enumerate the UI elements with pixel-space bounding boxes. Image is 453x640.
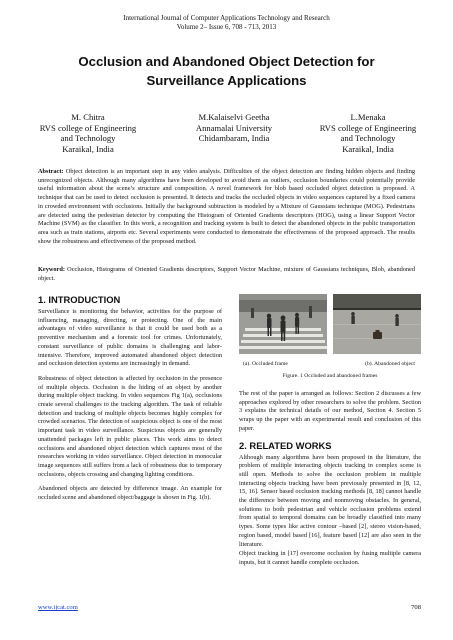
keywords — [38, 266, 415, 283]
figure-1 — [239, 294, 421, 356]
author-affiliation: Annamalai University — [195, 122, 273, 133]
author-affiliation: and Technology — [60, 133, 116, 143]
intro-paragraph-3: Abandoned objects are detected by difference image. An example for occluded scene and abandoned object/baggage is shown in Fig. 1(b). — [38, 485, 222, 502]
page-number: 708 — [411, 604, 421, 611]
figure-caption: Figure. 1 Occluded and abandoned frames — [282, 373, 378, 379]
author-name: L.Menaka — [350, 112, 386, 122]
journal-name: International Journal of Computer Applications Technology and Research — [123, 14, 330, 22]
title-line-1: Occlusion and Abandoned Object Detection for — [78, 54, 375, 69]
section-heading-introduction: 1. INTRODUCTION — [38, 294, 121, 305]
caption-a: (a). Occluded frame — [243, 361, 288, 367]
right-column — [239, 294, 421, 574]
title-line-2: Surveillance Applications — [146, 73, 307, 88]
abstract-text: Object detection is an important step in any video analysis. Difficulties of the object detection are finding hidden objects and finding unrecognized objects. Although many algorithms have been developed to avoid them as outliers, occlusion boundaries could potentially provide useful information about the scene’s structure and composition. A novel framework for blob based occluded object detection is proposed. A technique that can be used to detect occlusion is presented. It detects and tracks the occluded objects in video sequences captured by a fixed camera in crowded environment with occlusions. Initially the background subtraction is modeled by a Mixture of Gaussians technique (MOG). Pedestrians are detected using the pedestrian detector by computing the Histogram of Oriented Gradients descriptors (HOG), using a linear Support Vector Machine (SVM) as the classifier. In this work, a recognition and tracking system is built to detect the abandoned objects in the public transportation area such as train stations, airports etc. Several experiments were conducted to demonstrate the effectiveness of the proposed approach. The results show the robustness and effectiveness of the proposed method. — [38, 168, 415, 245]
journal-url-link[interactable]: www.ijcat.com — [38, 604, 78, 611]
abstract-label: Abstract: — [38, 168, 64, 175]
author-block — [28, 112, 428, 154]
occluded-frame-image — [239, 294, 327, 354]
outline-paragraph: The rest of the paper is arranged as follows: Section 2 discusses a few approaches explored by other researchers to solve the problem. Section 3 explains the technical details of our method, Section 4. Section 5 wraps up the paper with an experimental result and conclusion of this paper. — [239, 390, 421, 432]
author-2 — [174, 112, 294, 154]
author-3 — [308, 112, 428, 154]
journal-header — [0, 14, 453, 32]
author-affiliation: and Technology — [340, 133, 396, 143]
abstract — [38, 168, 415, 246]
journal-volume: Volume 2– Issue 6, 708 - 713, 2013 — [176, 23, 277, 31]
author-affiliation: RVS college of Engineering — [319, 122, 417, 133]
author-affiliation: RVS college of Engineering — [39, 122, 137, 133]
page-footer — [38, 604, 421, 611]
author-location: Karaikal, India — [62, 143, 114, 154]
author-1 — [28, 112, 148, 154]
paper-title — [30, 52, 423, 90]
abandoned-object-image — [333, 294, 421, 354]
related-paragraph-2: Object tracking in [17] overcome occlusion by fusing multiple camera inputs, but it cannot handle complete occlusion. — [239, 550, 421, 566]
related-paragraph-1: Although many algorithms have been proposed in the literature, the problem of multiple interacting objects tracking in complex scene is still open. Methods to solve the occlusion problem in multiple interacting objects tracking have been previously presented in [8, 12, 15, 16]. Sensor based occlusion tracking methods [8, 18] cannot handle the difference between moving and nonmoving obstacles. In general, solutions to both pedestrian and vehicle occlusion problems extend from spatial to temporal domains can be broadly classified into many types. Some types like active contour –based [2], stereo vision-based, region based, model based [16], feature based [12] are also seen in the literature. — [239, 453, 421, 548]
keywords-label: Keyword: — [38, 266, 65, 273]
subfigure-captions — [239, 360, 421, 368]
intro-paragraph-2: Robustness of object detection is affected by occlusion in the presence of multiple objects. Occlusion is the hiding of an object by another during multiple object tracking. In video sequences Fig 1(a), occlusions create several challenges to the tracking algorithm. The task of reliable detection and tracking of multiple objects becomes highly complex for crowded scenarios. The detection of suspicious object is one of the most important task in video surveillance. Suspicious objects are generally unattended packages left in public places. This work aims to detect occlusions and abandoned object detection which captures most of the researches working in video surveillance. Object detection in monocular image sequences still suffers from a lack of robustness due to temporary occlusions, objects crossing and changing lighting conditions. — [38, 374, 222, 478]
intro-paragraph-1: Surveillance is monitoring the behavior, activities for the purpose of influencing, managing, directing, or protecting. One of the main advantages of video surveillance is that it could be used both as a preventive mechanism and a forensic tool for crimes. Unfortunately, constant surveillance of public domains is challenging and labor-intensive. Therefore, improved automated abandoned object detection and occlusion detection systems are increasingly in demand. — [38, 308, 222, 368]
author-location: Karaikal, India — [342, 143, 394, 154]
author-name: M.Kalaiselvi Geetha — [198, 112, 270, 122]
author-name: M. Chitra — [71, 112, 105, 122]
keywords-text: Occlusion, Histograms of Oriented Gradients descriptors, Support Vector Machine, mixture of Gaussians techniques, Blob, abandoned object. — [38, 266, 415, 282]
section-heading-related-works: 2. RELATED WORKS — [239, 439, 332, 451]
author-location: Chidambaram, India — [198, 133, 270, 143]
caption-b: (b). Abandoned object — [365, 361, 415, 367]
left-column — [38, 294, 222, 509]
